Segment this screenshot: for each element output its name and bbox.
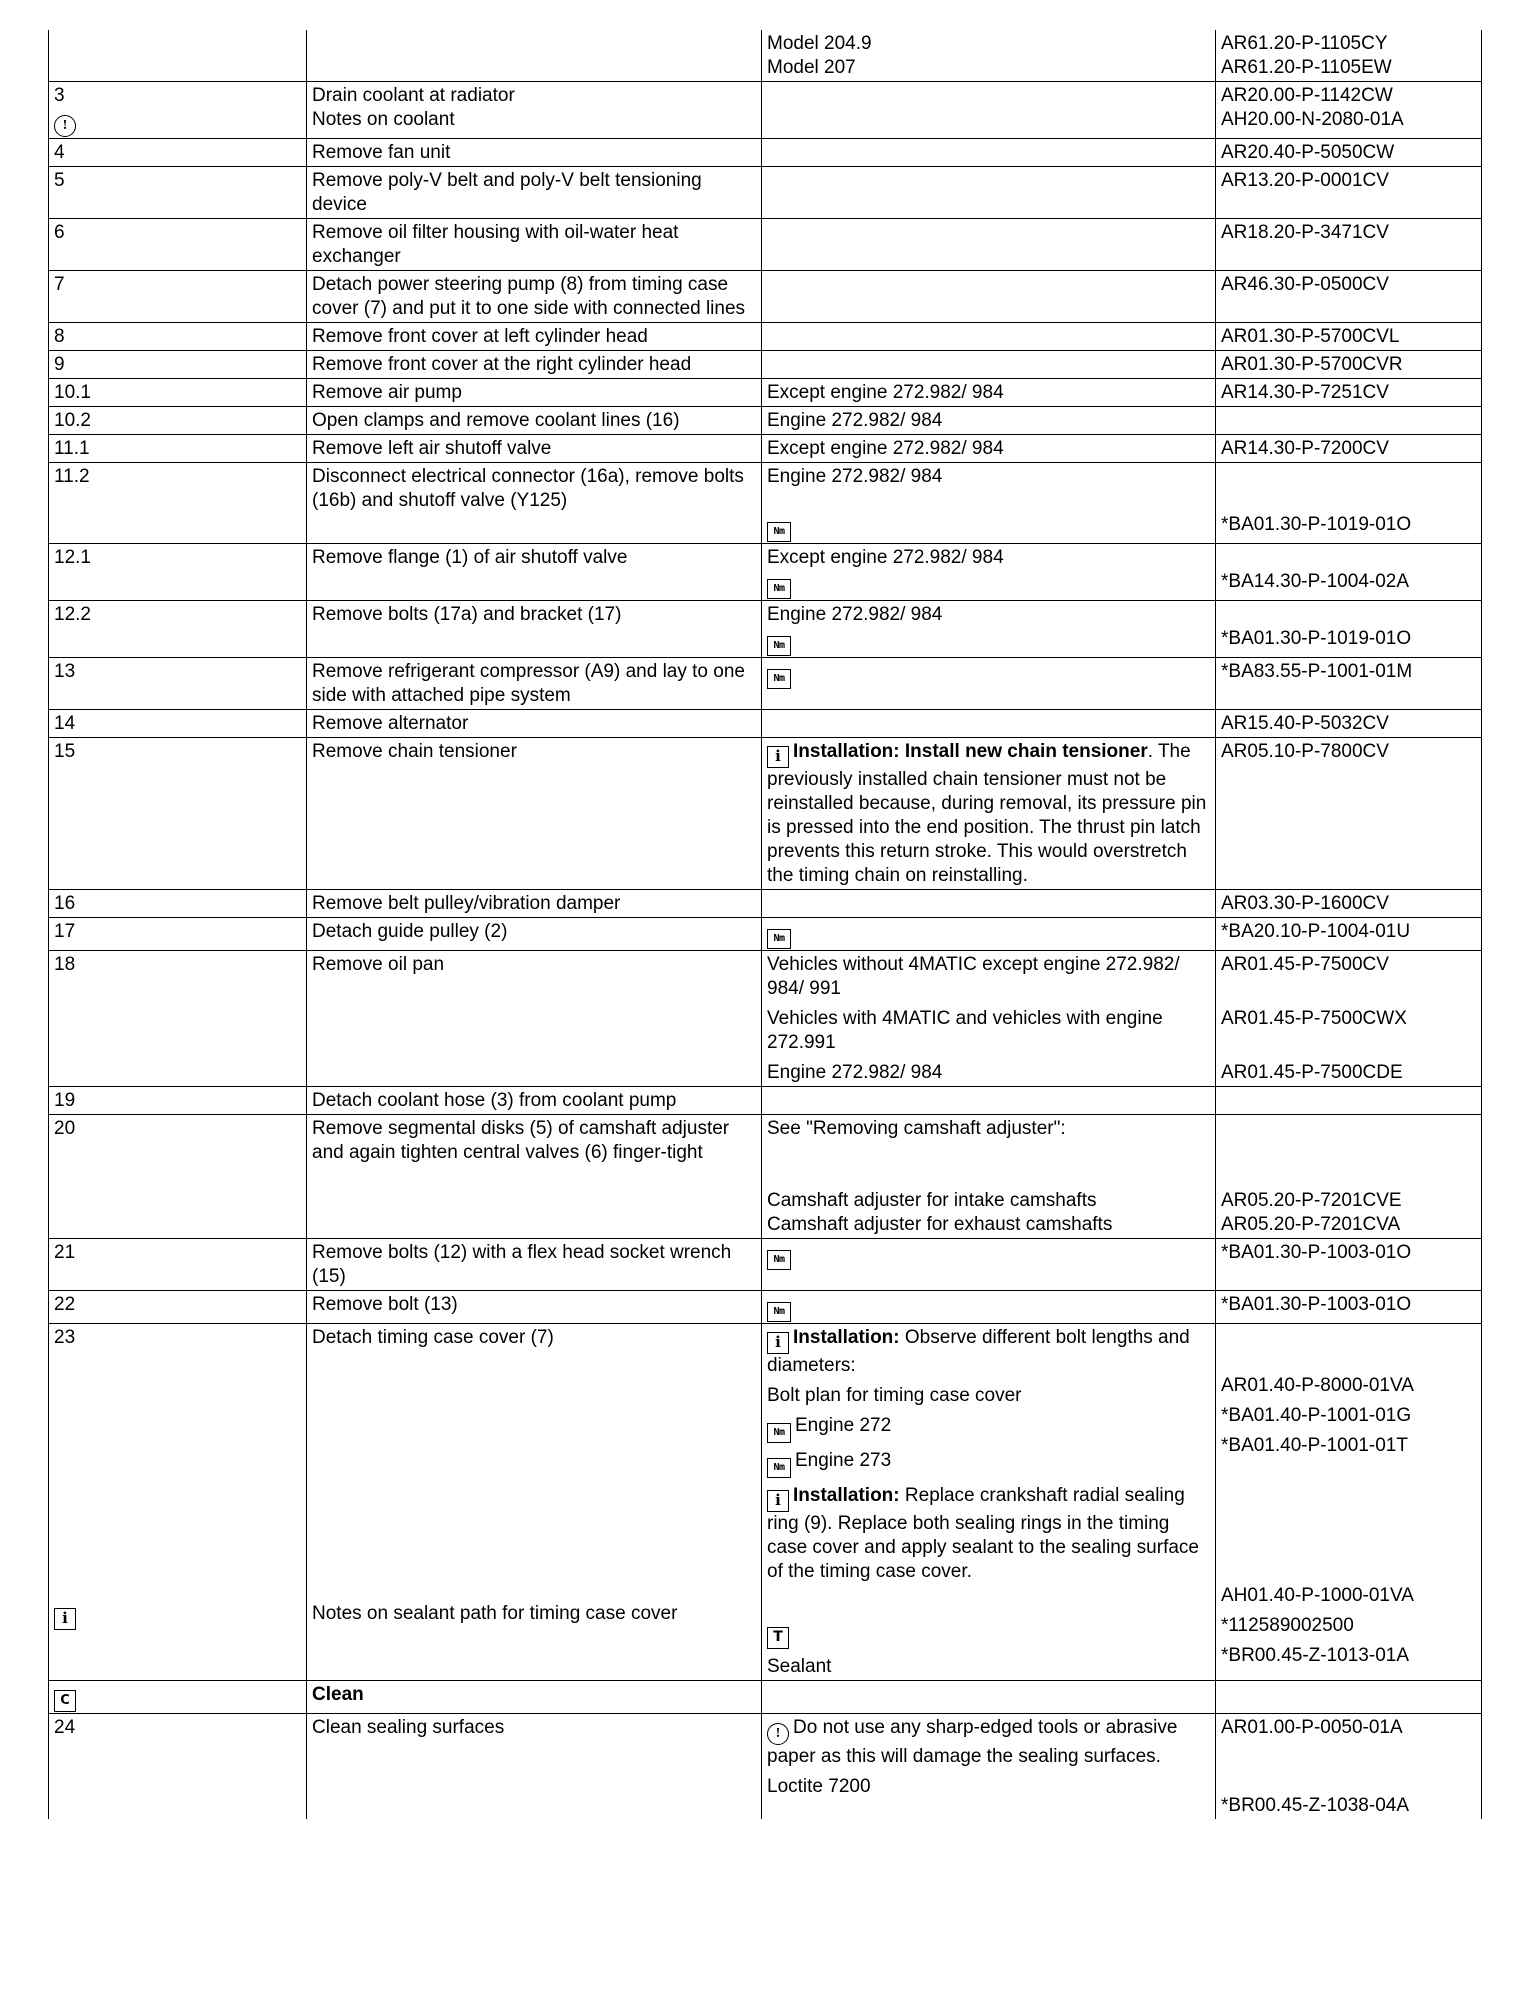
reference-link[interactable]: AR20.40-P-5050CW — [1216, 139, 1482, 167]
step-number: 10.1 — [49, 379, 307, 407]
reference-link[interactable]: *BA01.40-P-1001-01T — [1221, 1435, 1408, 1456]
step-number: 11.2 — [49, 463, 307, 544]
reference-link[interactable]: *BA01.30-P-1003-01O — [1216, 1291, 1482, 1324]
step-number: 18 — [49, 951, 307, 1087]
step-note: Engine 272.982/ 984 — [767, 1062, 943, 1083]
step-note: Vehicles with 4MATIC and vehicles with engine 272.991 — [767, 1008, 1163, 1053]
torque-icon[interactable]: Nm — [767, 1423, 791, 1443]
step-number: 13 — [49, 658, 307, 710]
table-row — [49, 1115, 1482, 1239]
table-row — [49, 890, 1482, 918]
step-action: Remove fan unit — [307, 139, 762, 167]
step-note: Except engine 272.982/ 984 — [762, 435, 1216, 463]
reference-link[interactable]: AR01.45-P-7500CWX — [1221, 1008, 1407, 1029]
step-action: Remove front cover at the right cylinder head — [307, 351, 762, 379]
info-icon[interactable]: i — [54, 1608, 76, 1630]
table-row — [49, 1239, 1482, 1291]
step-number: 5 — [49, 167, 307, 219]
step-action: Remove refrigerant compressor (A9) and lay to one side with attached pipe system — [307, 658, 762, 710]
warning-icon: ! — [767, 1723, 789, 1745]
installation-note-heading: Installation: — [793, 1485, 900, 1506]
step-action: Detach timing case cover (7) — [312, 1327, 554, 1348]
step-number: 17 — [49, 918, 307, 951]
step-note: Engine 272 — [795, 1415, 892, 1436]
table-row — [49, 435, 1482, 463]
reference-link[interactable]: AR46.30-P-0500CV — [1216, 271, 1482, 323]
step-action: Detach guide pulley (2) — [307, 918, 762, 951]
tool-number[interactable]: *112589002500 — [1221, 1615, 1354, 1636]
torque-icon[interactable]: Nm — [767, 579, 791, 599]
torque-icon[interactable]: Nm — [767, 669, 791, 689]
reference-link[interactable]: AR05.10-P-7800CV — [1216, 738, 1482, 890]
reference-link[interactable]: AR03.30-P-1600CV — [1216, 890, 1482, 918]
step-action: Open clamps and remove coolant lines (16) — [307, 407, 762, 435]
installation-note-text: Replace crankshaft radial sealing ring (9). Replace both sealing rings in the timing case cover and apply sealant to the sealing surface of the timing case cover. — [767, 1485, 1199, 1582]
step-note: Except engine 272.982/ 984 — [762, 379, 1216, 407]
step-number: 22 — [49, 1291, 307, 1324]
step-number: 16 — [49, 890, 307, 918]
step-number: 20 — [49, 1115, 307, 1239]
reference-link[interactable]: *BA01.30-P-1003-01O — [1216, 1239, 1482, 1291]
step-action: Remove bolt (13) — [307, 1291, 762, 1324]
reference-link[interactable]: AH20.00-N-2080-01A — [1221, 109, 1404, 130]
step-note: Engine 272.982/ 984 — [762, 407, 1216, 435]
step-action: Remove belt pulley/vibration damper — [307, 890, 762, 918]
step-action: Disconnect electrical connector (16a), remove bolts (16b) and shutoff valve (Y125) — [307, 463, 762, 544]
table-row — [49, 463, 1482, 544]
step-action: Remove front cover at left cylinder head — [307, 323, 762, 351]
reference-link[interactable]: AR13.20-P-0001CV — [1216, 167, 1482, 219]
torque-icon[interactable]: Nm — [767, 1302, 791, 1322]
info-icon[interactable]: i — [767, 1332, 789, 1354]
step-action: Detach coolant hose (3) from coolant pump — [307, 1087, 762, 1115]
step-note: Bolt plan for timing case cover — [767, 1385, 1022, 1406]
step-note: Camshaft adjuster for intake camshafts — [767, 1190, 1097, 1211]
reference-link[interactable]: *BR00.45-Z-1038-04A — [1221, 1795, 1409, 1816]
step-number: 3 — [54, 85, 65, 106]
step-note: Do not use any sharp-edged tools or abrasive paper as this will damage the sealing surfaces. — [767, 1717, 1178, 1767]
step-number: 15 — [49, 738, 307, 890]
table-row — [49, 1714, 1482, 1820]
table-row — [49, 1087, 1482, 1115]
section-heading: Clean — [307, 1681, 762, 1714]
table-row — [49, 271, 1482, 323]
special-tool-icon[interactable]: T — [767, 1627, 789, 1649]
torque-icon[interactable]: Nm — [767, 1250, 791, 1270]
step-number: 23 — [54, 1327, 76, 1348]
step-action: Remove flange (1) of air shutoff valve — [307, 544, 762, 601]
step-note: Engine 272.982/ 984 — [767, 604, 943, 625]
reference-link[interactable]: AR05.20-P-7201CVE — [1221, 1190, 1402, 1211]
table-row — [49, 544, 1482, 601]
reference-link[interactable]: AR01.30-P-5700CVL — [1216, 323, 1482, 351]
step-action: Notes on coolant — [312, 109, 455, 130]
step-number: 12.2 — [49, 601, 307, 658]
reference-link[interactable]: AR01.45-P-7500CDE — [1221, 1062, 1403, 1083]
step-note: Vehicles without 4MATIC except engine 272.982/ 984/ 991 — [767, 954, 1180, 999]
table-row — [49, 139, 1482, 167]
step-action: Remove air pump — [307, 379, 762, 407]
table-row — [49, 30, 1482, 82]
reference-link[interactable]: AR18.20-P-3471CV — [1216, 219, 1482, 271]
reference-link[interactable]: *BA14.30-P-1004-02A — [1221, 571, 1410, 592]
step-action: Remove poly-V belt and poly-V belt tensioning device — [307, 167, 762, 219]
table-row — [49, 379, 1482, 407]
step-number: 12.1 — [49, 544, 307, 601]
step-action: Remove bolts (17a) and bracket (17) — [307, 601, 762, 658]
reference-link[interactable]: AR01.00-P-0050-01A — [1221, 1717, 1403, 1738]
reference-link[interactable]: *BA20.10-P-1004-01U — [1216, 918, 1482, 951]
step-number: 11.1 — [49, 435, 307, 463]
table-row — [49, 407, 1482, 435]
step-action: Remove bolts (12) with a flex head socket wrench (15) — [307, 1239, 762, 1291]
step-action: Clean sealing surfaces — [307, 1714, 762, 1820]
step-action: Remove left air shutoff valve — [307, 435, 762, 463]
step-note: Loctite 7200 — [767, 1776, 871, 1797]
table-row — [49, 1681, 1482, 1714]
reference-link[interactable]: AR61.20-P-1105EW — [1221, 57, 1392, 78]
installation-note-text: Observe different bolt lengths and diameters: — [767, 1327, 1190, 1376]
table-row — [49, 167, 1482, 219]
table-row — [49, 82, 1482, 139]
clean-icon: C — [54, 1690, 76, 1712]
step-note: Engine 273 — [795, 1450, 892, 1471]
step-number: 19 — [49, 1087, 307, 1115]
step-action: Remove oil pan — [307, 951, 762, 1087]
table-row — [49, 658, 1482, 710]
table-row — [49, 219, 1482, 271]
step-number: 21 — [49, 1239, 307, 1291]
torque-icon[interactable]: Nm — [767, 1458, 791, 1478]
reference-link[interactable]: *BR00.45-Z-1013-01A — [1221, 1645, 1409, 1666]
reference-link[interactable]: AR61.20-P-1105CY — [1221, 33, 1388, 54]
table-row — [49, 351, 1482, 379]
step-number: 6 — [49, 219, 307, 271]
step-action: Remove segmental disks (5) of camshaft adjuster and again tighten central valves (6) finger-tight — [307, 1115, 762, 1239]
table-row — [49, 323, 1482, 351]
warning-icon: ! — [54, 115, 76, 137]
reference-link[interactable]: AR20.00-P-1142CW — [1221, 85, 1393, 106]
reference-link[interactable]: AR01.40-P-8000-01VA — [1221, 1375, 1414, 1396]
torque-icon[interactable]: Nm — [767, 636, 791, 656]
reference-link[interactable]: AH01.40-P-1000-01VA — [1221, 1585, 1414, 1606]
reference-link[interactable]: AR01.30-P-5700CVR — [1216, 351, 1482, 379]
reference-link[interactable]: AR14.30-P-7200CV — [1216, 435, 1482, 463]
step-action: Remove alternator — [307, 710, 762, 738]
step-number: 10.2 — [49, 407, 307, 435]
table-row — [49, 1291, 1482, 1324]
step-number: 24 — [49, 1714, 307, 1820]
step-action: Notes on sealant path for timing case cover — [312, 1603, 678, 1624]
table-row — [49, 918, 1482, 951]
table-row — [49, 1324, 1482, 1681]
model-label: Model 204.9 — [767, 33, 872, 54]
model-label: Model 207 — [767, 57, 856, 78]
step-number: 8 — [49, 323, 307, 351]
repair-procedure-table — [48, 30, 1482, 1819]
reference-link[interactable]: *BA83.55-P-1001-01M — [1216, 658, 1482, 710]
reference-link[interactable]: *BA01.30-P-1019-01O — [1221, 628, 1412, 649]
step-note: Sealant — [767, 1656, 832, 1677]
step-note: See "Removing camshaft adjuster": — [767, 1118, 1066, 1139]
step-number: 4 — [49, 139, 307, 167]
step-action: Remove chain tensioner — [307, 738, 762, 890]
reference-link[interactable]: *BA01.30-P-1019-01O — [1221, 514, 1412, 535]
reference-link[interactable]: AR05.20-P-7201CVA — [1221, 1214, 1401, 1235]
info-icon[interactable]: i — [767, 1490, 789, 1512]
reference-link[interactable]: *BA01.40-P-1001-01G — [1221, 1405, 1412, 1426]
installation-note-heading: Installation: Install new chain tensioner — [793, 741, 1148, 762]
step-note: Camshaft adjuster for exhaust camshafts — [767, 1214, 1113, 1235]
installation-note-text: . The previously installed chain tensioner must not be reinstalled because, during removal, its pressure pin is pressed into the end position. The thrust pin latch prevents this return stroke. This would overstretch the timing chain on reinstalling. — [767, 741, 1207, 886]
step-note: Except engine 272.982/ 984 — [767, 547, 1004, 568]
step-note: Engine 272.982/ 984 — [767, 466, 943, 487]
step-number: 7 — [49, 271, 307, 323]
info-icon[interactable]: i — [767, 746, 789, 768]
reference-link[interactable]: AR01.45-P-7500CV — [1221, 954, 1389, 975]
step-action: Detach power steering pump (8) from timing case cover (7) and put it to one side with connected lines — [307, 271, 762, 323]
step-number: 9 — [49, 351, 307, 379]
step-number: 14 — [49, 710, 307, 738]
table-row — [49, 601, 1482, 658]
installation-note-heading: Installation: — [793, 1327, 900, 1348]
torque-icon[interactable]: Nm — [767, 522, 791, 542]
torque-icon[interactable]: Nm — [767, 929, 791, 949]
reference-link[interactable]: AR14.30-P-7251CV — [1216, 379, 1482, 407]
table-row — [49, 738, 1482, 890]
table-row — [49, 710, 1482, 738]
step-action: Drain coolant at radiator — [312, 85, 515, 106]
table-row — [49, 951, 1482, 1087]
reference-link[interactable]: AR15.40-P-5032CV — [1216, 710, 1482, 738]
step-action: Remove oil filter housing with oil-water heat exchanger — [307, 219, 762, 271]
